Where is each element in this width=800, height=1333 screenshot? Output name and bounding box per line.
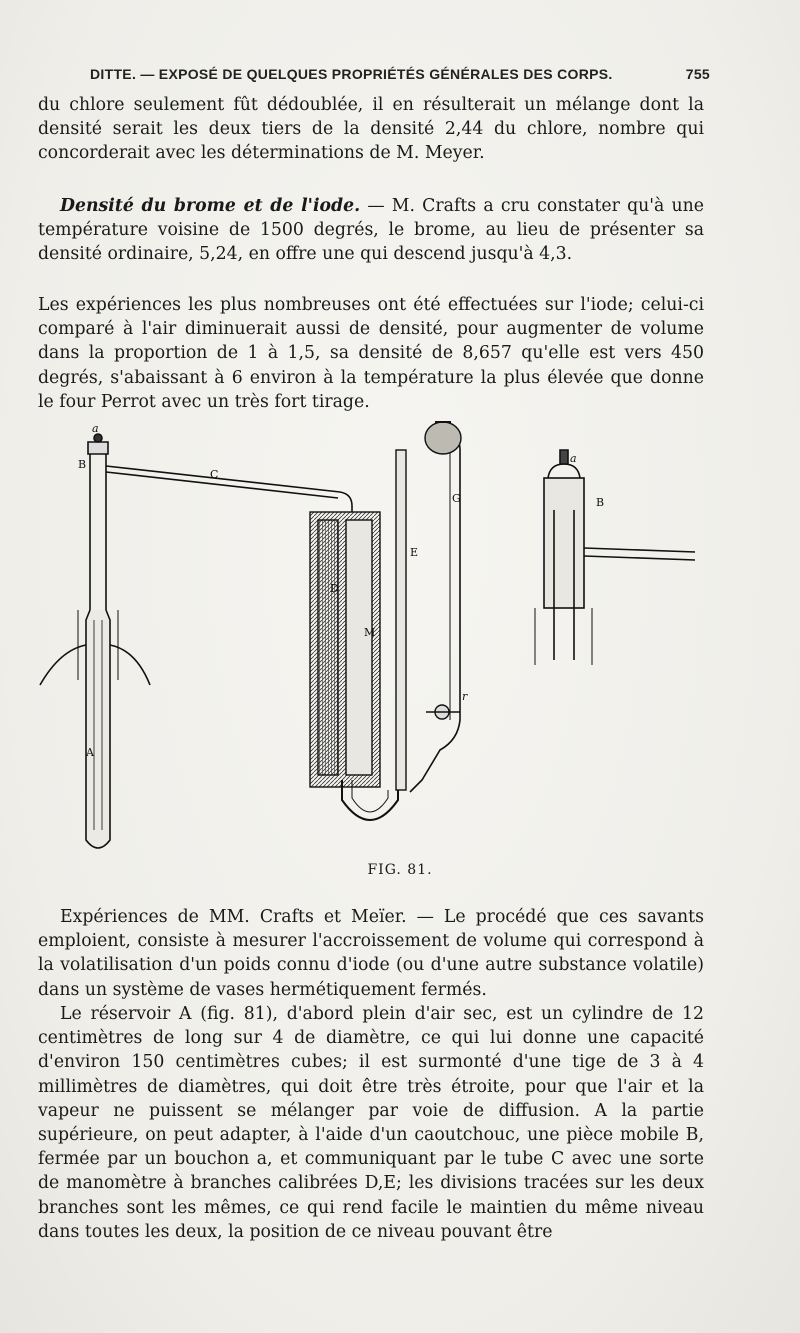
label-E: E <box>410 546 419 559</box>
label-a-left: a <box>92 422 99 435</box>
tube-C <box>106 466 352 512</box>
apparatus-illustration <box>30 420 710 860</box>
figure-81 <box>30 420 710 860</box>
paragraph-chlore: du chlore seulement fût dédoublée, il en résulterait un mélange dont la densité serait les deux tiers de la densité 2,44 du chlore, nombre qui concorderait avec les déterminations de M. Meyer. <box>38 95 704 164</box>
paragraph-crafts-meier <box>38 905 704 1002</box>
right-vessel <box>535 450 695 665</box>
label-A: A <box>86 746 94 759</box>
running-header <box>90 66 710 82</box>
section-heading-brome-iode: Densité du brome et de l'iode. <box>60 196 361 216</box>
page-number: 755 <box>685 66 710 82</box>
label-C: C <box>210 468 219 481</box>
figure-caption: FIG. 81. <box>367 862 433 878</box>
manometer <box>310 422 461 820</box>
label-D: D <box>330 582 339 595</box>
label-G: G <box>452 492 461 505</box>
section-heading-crafts-meier: Expériences de MM. Crafts et Meïer. <box>60 907 407 927</box>
label-B-left: B <box>78 458 87 471</box>
label-a-right: a <box>570 452 577 465</box>
reservoir-A <box>40 434 150 848</box>
paragraph-reservoir: Le réservoir A (fig. 81), d'abord plein d'air sec, est un cylindre de 12 centimètres de long sur 4 de diamètre, ce qui lui donne une capacité d'environ 150 centimètres cubes; il est surmonté d'une tige de 3 à 4 millimètres de diamètres, qui doit être très étroite, pour que l'air et la vapeur ne puissent se mélanger par voie de diffusion. A la partie supérieure, on peut adapter, à l'aide d'un caoutchouc, une pièce mobile B, fermée par un bouchon a, et communiquant par le tube C avec une sorte de manomètre à branches calibrées D,E; les divisions tracées sur les deux branches sont les mêmes, ce qui rend facile le maintien du même niveau dans toutes les deux, la position de ce niveau pouvant être <box>38 1004 704 1242</box>
paragraph-iode: Les expériences les plus nombreuses ont été effectuées sur l'iode; celui-ci comparé à l'air diminuerait aussi de densité, pour augmenter de volume dans la proportion de 1 à 1,5, sa densité de 8,657 qu'elle est vers 450 degrés, s'abaissant à 6 environ à la température la plus élevée que donne le four Perrot avec un très fort tirage. <box>38 295 704 412</box>
paragraph-brome-iode-text: — M. Crafts a cru constater qu'à une température voisine de 1500 degrés, le brome, au lieu de présenter sa densité ordinaire, 5,24, en offre une qui descend jusqu'à 4,3. <box>38 196 705 265</box>
running-title: DITTE. — EXPOSÉ DE QUELQUES PROPRIÉTÉS GÉNÉRALES DES CORPS. <box>90 66 613 82</box>
label-M: M <box>364 626 376 639</box>
label-r: r <box>462 690 468 703</box>
label-B-right: B <box>596 496 605 509</box>
paragraph-crafts-meier-text: — Le procédé que ces savants emploient, consiste à mesurer l'accroissement de volume qui correspond à la volatilisation d'un poids connu d'iode (ou d'une autre substance volatile) dans un système de vases hermétiquement fermés. <box>38 907 704 1000</box>
paragraph-brome-iode <box>38 194 704 267</box>
